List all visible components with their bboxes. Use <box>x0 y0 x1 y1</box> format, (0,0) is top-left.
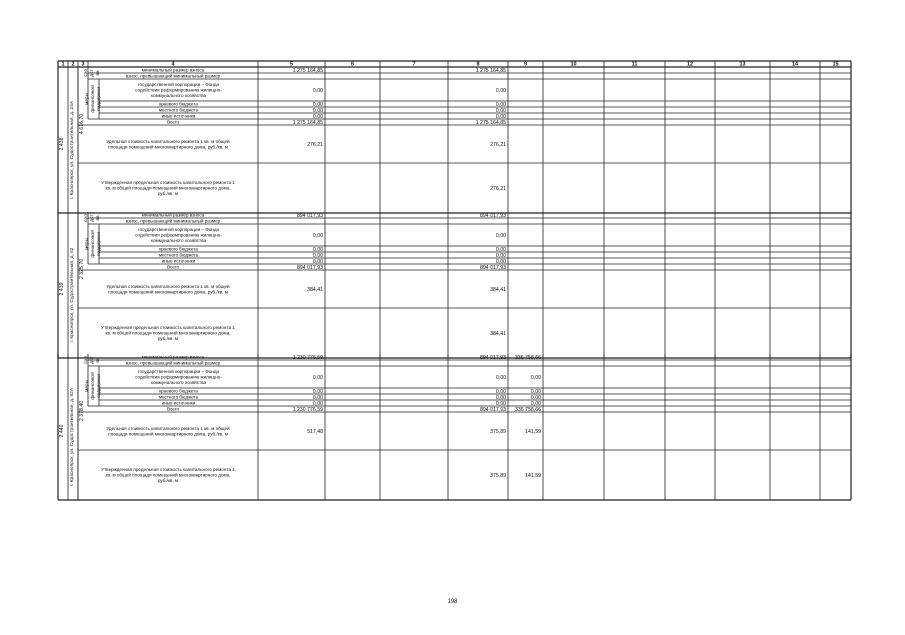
value-col8: 0,00 <box>495 246 506 253</box>
building-address: г. Красноярск, ул. Судостроительная, д. 52А <box>70 387 75 487</box>
value-col8: 0,00 <box>495 258 506 265</box>
value-col9: 336 758,66 <box>515 354 541 361</box>
value-col5: 0,00 <box>312 232 323 239</box>
value-col8: 384,41 <box>490 330 506 337</box>
value-col5: 0,00 <box>312 258 323 265</box>
financial-support-label: мерыфинансовойподдержки <box>85 372 102 400</box>
value-col5: 384,41 <box>307 286 323 293</box>
value-col8: 0,00 <box>495 101 506 108</box>
building-id: 2 439 <box>59 282 65 296</box>
building-address: г. Красноярск, ул. Судостроительная, д. 24А <box>70 100 75 200</box>
value-col8: 894 017,93 <box>480 264 506 271</box>
value-col5: 1 230 776,59 <box>292 354 323 361</box>
column-header-7: 7 <box>412 61 416 68</box>
building-area: 4 616,70 <box>79 113 85 135</box>
column-header-5: 5 <box>289 61 294 68</box>
row-label: Утвержденная предельная стоимость капитального ремонта 1 кв. м общей площади помещений многоквартирного дома, руб./кв. м <box>101 325 235 342</box>
row-label: Утвержденная предельная стоимость капитального ремонта 1 кв. м общей площади помещений многоквартирного дома, руб./кв. м <box>101 180 235 197</box>
value-col8: 0,00 <box>495 400 506 407</box>
value-col8: 1 275 164,85 <box>475 67 506 74</box>
sources-label: сродства <box>84 356 101 364</box>
column-header-12: 12 <box>686 61 694 68</box>
value-col9: 0,00 <box>530 374 541 381</box>
row-label: Утвержденная предельная стоимость капитального ремонта 1 кв. м общей площади помещений многоквартирного дома, руб./кв. м <box>101 467 235 484</box>
column-header-8: 8 <box>476 61 480 68</box>
row-label: Удельная стоимость капитального ремонта 1 кв. м общей площади помещений многоквартирного дома, руб./кв. м <box>106 138 230 150</box>
value-col9: 141,59 <box>525 428 541 435</box>
value-col8: 375,89 <box>490 428 506 435</box>
row-label: местного бюджета <box>158 252 199 258</box>
row-label: иные источники <box>161 258 196 264</box>
column-header-14: 14 <box>791 61 799 68</box>
value-col8: 0,00 <box>495 374 506 381</box>
column-header-3: 3 <box>81 61 85 68</box>
row-label: Удельная стоимость капитального ремонта 1 кв. м общей площади помещений многоквартирного дома, руб./кв. м <box>106 425 230 437</box>
value-col5: 0,00 <box>312 246 323 253</box>
row-label: взнос, превышающий минимальный размер <box>125 360 221 366</box>
row-label: Всего <box>166 264 180 270</box>
value-col5: 894 017,93 <box>297 212 323 219</box>
value-col5: 0,00 <box>312 394 323 401</box>
row-label: краевого бюджета <box>159 388 198 394</box>
value-col8: 384,41 <box>490 286 506 293</box>
value-col5: 0,00 <box>312 400 323 407</box>
row-label: местного бюджета <box>158 394 199 400</box>
page-number: 198 <box>447 599 458 605</box>
value-col8: 276,21 <box>490 185 506 192</box>
row-label: иные источники <box>161 400 196 406</box>
row-label: минимальный размер взноса <box>141 67 205 73</box>
building-id: 2 440 <box>59 424 65 438</box>
building-area: 2 325,70 <box>79 258 85 280</box>
value-col8: 0,00 <box>495 87 506 94</box>
value-col8: 894 017,93 <box>480 354 506 361</box>
column-header-11: 11 <box>631 61 638 68</box>
column-header-2: 2 <box>71 61 75 68</box>
value-col8: 0,00 <box>495 113 506 120</box>
value-col8: 0,00 <box>495 107 506 114</box>
value-col8: 894 017,93 <box>480 212 506 219</box>
row-label: местного бюджета <box>158 107 199 113</box>
building-address: г. Красноярск, ул. Судостроительная, д. 52 <box>70 247 75 343</box>
value-col5: 276,21 <box>307 141 323 148</box>
building-id: 2 438 <box>59 137 65 151</box>
value-col9: 0,00 <box>530 400 541 407</box>
value-col8: 0,00 <box>495 388 506 395</box>
value-col8: 894 017,93 <box>480 406 506 413</box>
row-label: государственной корпорации – Фонда содействия реформированию жилищно-коммунального хозяйства <box>135 227 222 244</box>
value-col9: 141,59 <box>525 472 541 479</box>
column-header-9: 9 <box>523 61 528 68</box>
value-col5: 0,00 <box>312 388 323 395</box>
row-label: минимальный размер взноса <box>141 212 205 218</box>
row-label: минимальный размер взноса <box>141 354 205 360</box>
financial-support-label: мерыфинансовойподдержки <box>85 85 102 113</box>
row-label: Всего <box>166 406 180 412</box>
column-header-10: 10 <box>570 61 577 68</box>
value-col5: 1 230 776,59 <box>292 406 323 413</box>
column-header-1: 1 <box>61 61 65 68</box>
value-col9: 0,00 <box>530 388 541 395</box>
row-label: краевого бюджета <box>159 101 198 107</box>
value-col8: 375,89 <box>490 472 506 479</box>
value-col5: 1 275 164,85 <box>292 119 323 126</box>
sources-label: сродства <box>84 69 101 77</box>
value-col5: 0,00 <box>312 252 323 259</box>
value-col9: 0,00 <box>530 394 541 401</box>
value-col8: 0,00 <box>495 232 506 239</box>
value-col8: 0,00 <box>495 394 506 401</box>
column-header-15: 15 <box>832 61 839 68</box>
row-label: Всего <box>166 119 180 125</box>
row-label: краевого бюджета <box>159 246 198 252</box>
value-col5: 0,00 <box>312 87 323 94</box>
value-col9: 336 758,66 <box>515 406 541 413</box>
value-col5: 894 017,93 <box>297 264 323 271</box>
value-col5: 0,00 <box>312 101 323 108</box>
value-col8: 0,00 <box>495 252 506 259</box>
value-col5: 1 275 164,85 <box>292 67 323 74</box>
value-col8: 1 275 164,85 <box>475 119 506 126</box>
value-col5: 517,48 <box>307 428 323 435</box>
row-label: государственной корпорации – Фонда содействия реформированию жилищно-коммунального хозяйства <box>135 82 222 99</box>
value-col8: 276,21 <box>490 141 506 148</box>
column-header-4: 4 <box>171 61 175 68</box>
building-area: 2 378,40 <box>79 400 85 422</box>
row-label: государственной корпорации – Фонда содействия реформированию жилищно-коммунального хозяйства <box>135 369 222 386</box>
row-label: Удельная стоимость капитального ремонта 1 кв. м общей площади помещений многоквартирного дома, руб./кв. м <box>106 283 230 295</box>
column-header-13: 13 <box>739 61 746 68</box>
value-col5: 0,00 <box>312 107 323 114</box>
row-label: взнос, превышающий минимальный размер <box>125 73 221 79</box>
value-col5: 0,00 <box>312 113 323 120</box>
sources-label: сродства <box>84 214 101 222</box>
row-label: иные источники <box>161 113 196 119</box>
value-col5: 0,00 <box>312 374 323 381</box>
column-header-6: 6 <box>350 61 355 68</box>
financial-support-label: мерыфинансовойподдержки <box>85 230 102 258</box>
row-label: взнос, превышающий минимальный размер <box>125 218 221 224</box>
